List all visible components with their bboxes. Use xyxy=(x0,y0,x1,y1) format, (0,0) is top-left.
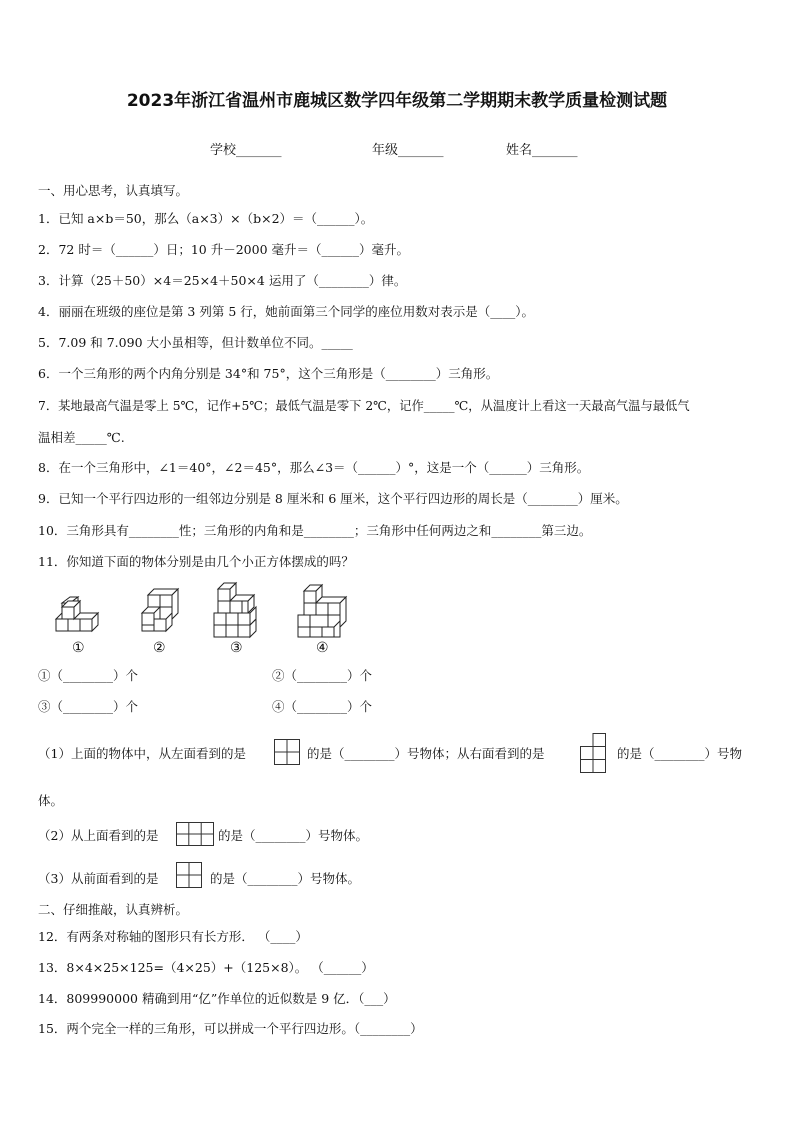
question-13: 13．8×4×25×125=（4×25）+（125×8）。 （______） xyxy=(38,960,374,975)
front-view-grid-icon xyxy=(176,862,202,892)
question-9: 9．已知一个平行四边形的一组邻边分别是 8 厘米和 6 厘米，这个平行四边形的周长是（________）厘米。 xyxy=(38,491,628,506)
cube-figure-1 xyxy=(52,583,108,643)
left-view-grid-icon xyxy=(274,739,300,769)
count-row-3: ③（________）个 xyxy=(38,699,139,714)
sub-question-2-part-b: 的是（________）号物体。 xyxy=(218,828,369,843)
question-3: 3．计算（25＋50）×4＝25×4＋50×4 运用了（________）律。 xyxy=(38,273,407,288)
question-5: 5．7.09 和 7.090 大小虽相等，但计数单位不同。_____ xyxy=(38,335,353,350)
count-row-2: ②（________）个 xyxy=(272,668,373,683)
sub-question-1-part-c: 的是（________）号物 xyxy=(617,746,743,761)
right-view-grid-icon xyxy=(580,733,606,777)
figure-label-3: ③ xyxy=(230,640,243,656)
top-view-grid-icon xyxy=(176,822,214,850)
figure-label-2: ② xyxy=(153,640,166,656)
question-7-line-2: 温相差_____℃. xyxy=(38,430,125,445)
question-8: 8．在一个三角形中，∠1＝40°，∠2＝45°，那么∠3＝（______）°，这是一个（______）三角形。 xyxy=(38,460,590,475)
sub-question-1-part-a: （1）上面的物体中，从左面看到的是 xyxy=(38,746,246,761)
sub-question-3-part-b: 的是（________）号物体。 xyxy=(210,871,361,886)
sub-question-2-part-a: （2）从上面看到的是 xyxy=(38,828,159,843)
name-field: 姓名_______ xyxy=(506,143,578,158)
question-12: 12．有两条对称轴的图形只有长方形． （____） xyxy=(38,929,308,944)
figure-label-4: ④ xyxy=(316,640,329,656)
question-1: 1．已知 a×b＝50，那么（a×3）×（b×2）＝（______）。 xyxy=(38,211,374,226)
question-7-line-1: 7．某地最高气温是零上 5℃，记作+5℃；最低气温是零下 2℃，记作_____℃，从温度计上看这一天最高气温与最低气 xyxy=(38,399,690,413)
cube-figure-2 xyxy=(138,583,186,643)
page-title: 2023年浙江省温州市鹿城区数学四年级第二学期期末教学质量检测试题 xyxy=(126,91,668,111)
question-4: 4．丽丽在班级的座位是第 3 列第 5 行，她前面第三个同学的座位用数对表示是（____）。 xyxy=(38,304,535,319)
cube-figure-3 xyxy=(212,581,264,643)
question-14: 14．809990000 精确到用“亿”作单位的近似数是 9 亿．（___） xyxy=(38,991,396,1006)
grade-field: 年级_______ xyxy=(372,143,444,158)
count-row-1: ①（________）个 xyxy=(38,668,139,683)
question-15: 15．两个完全一样的三角形，可以拼成一个平行四边形。（________） xyxy=(38,1021,423,1036)
sub-question-1-part-d: 体。 xyxy=(38,793,64,808)
section-1-heading: 一、用心思考，认真填写。 xyxy=(38,183,189,198)
section-2-heading: 二、仔细推敲，认真辨析。 xyxy=(38,902,189,917)
question-11: 11．你知道下面的物体分别是由几个小正方体摆成的吗？ xyxy=(38,554,354,569)
question-10: 10．三角形具有________性；三角形的内角和是________；三角形中任何两边之和________第三边。 xyxy=(38,523,592,538)
question-2: 2．72 时＝（______）日；10 升－2000 毫升＝（______）毫升。 xyxy=(38,242,409,257)
sub-question-1-part-b: 的是（________）号物体；从右面看到的是 xyxy=(307,746,545,761)
school-field: 学校_______ xyxy=(210,143,282,158)
count-row-4: ④（________）个 xyxy=(272,699,373,714)
figure-label-1: ① xyxy=(72,640,85,656)
question-6: 6．一个三角形的两个内角分别是 34°和 75°，这个三角形是（________）三角形。 xyxy=(38,366,499,381)
sub-question-3-part-a: （3）从前面看到的是 xyxy=(38,871,159,886)
cube-figure-4 xyxy=(296,583,354,643)
